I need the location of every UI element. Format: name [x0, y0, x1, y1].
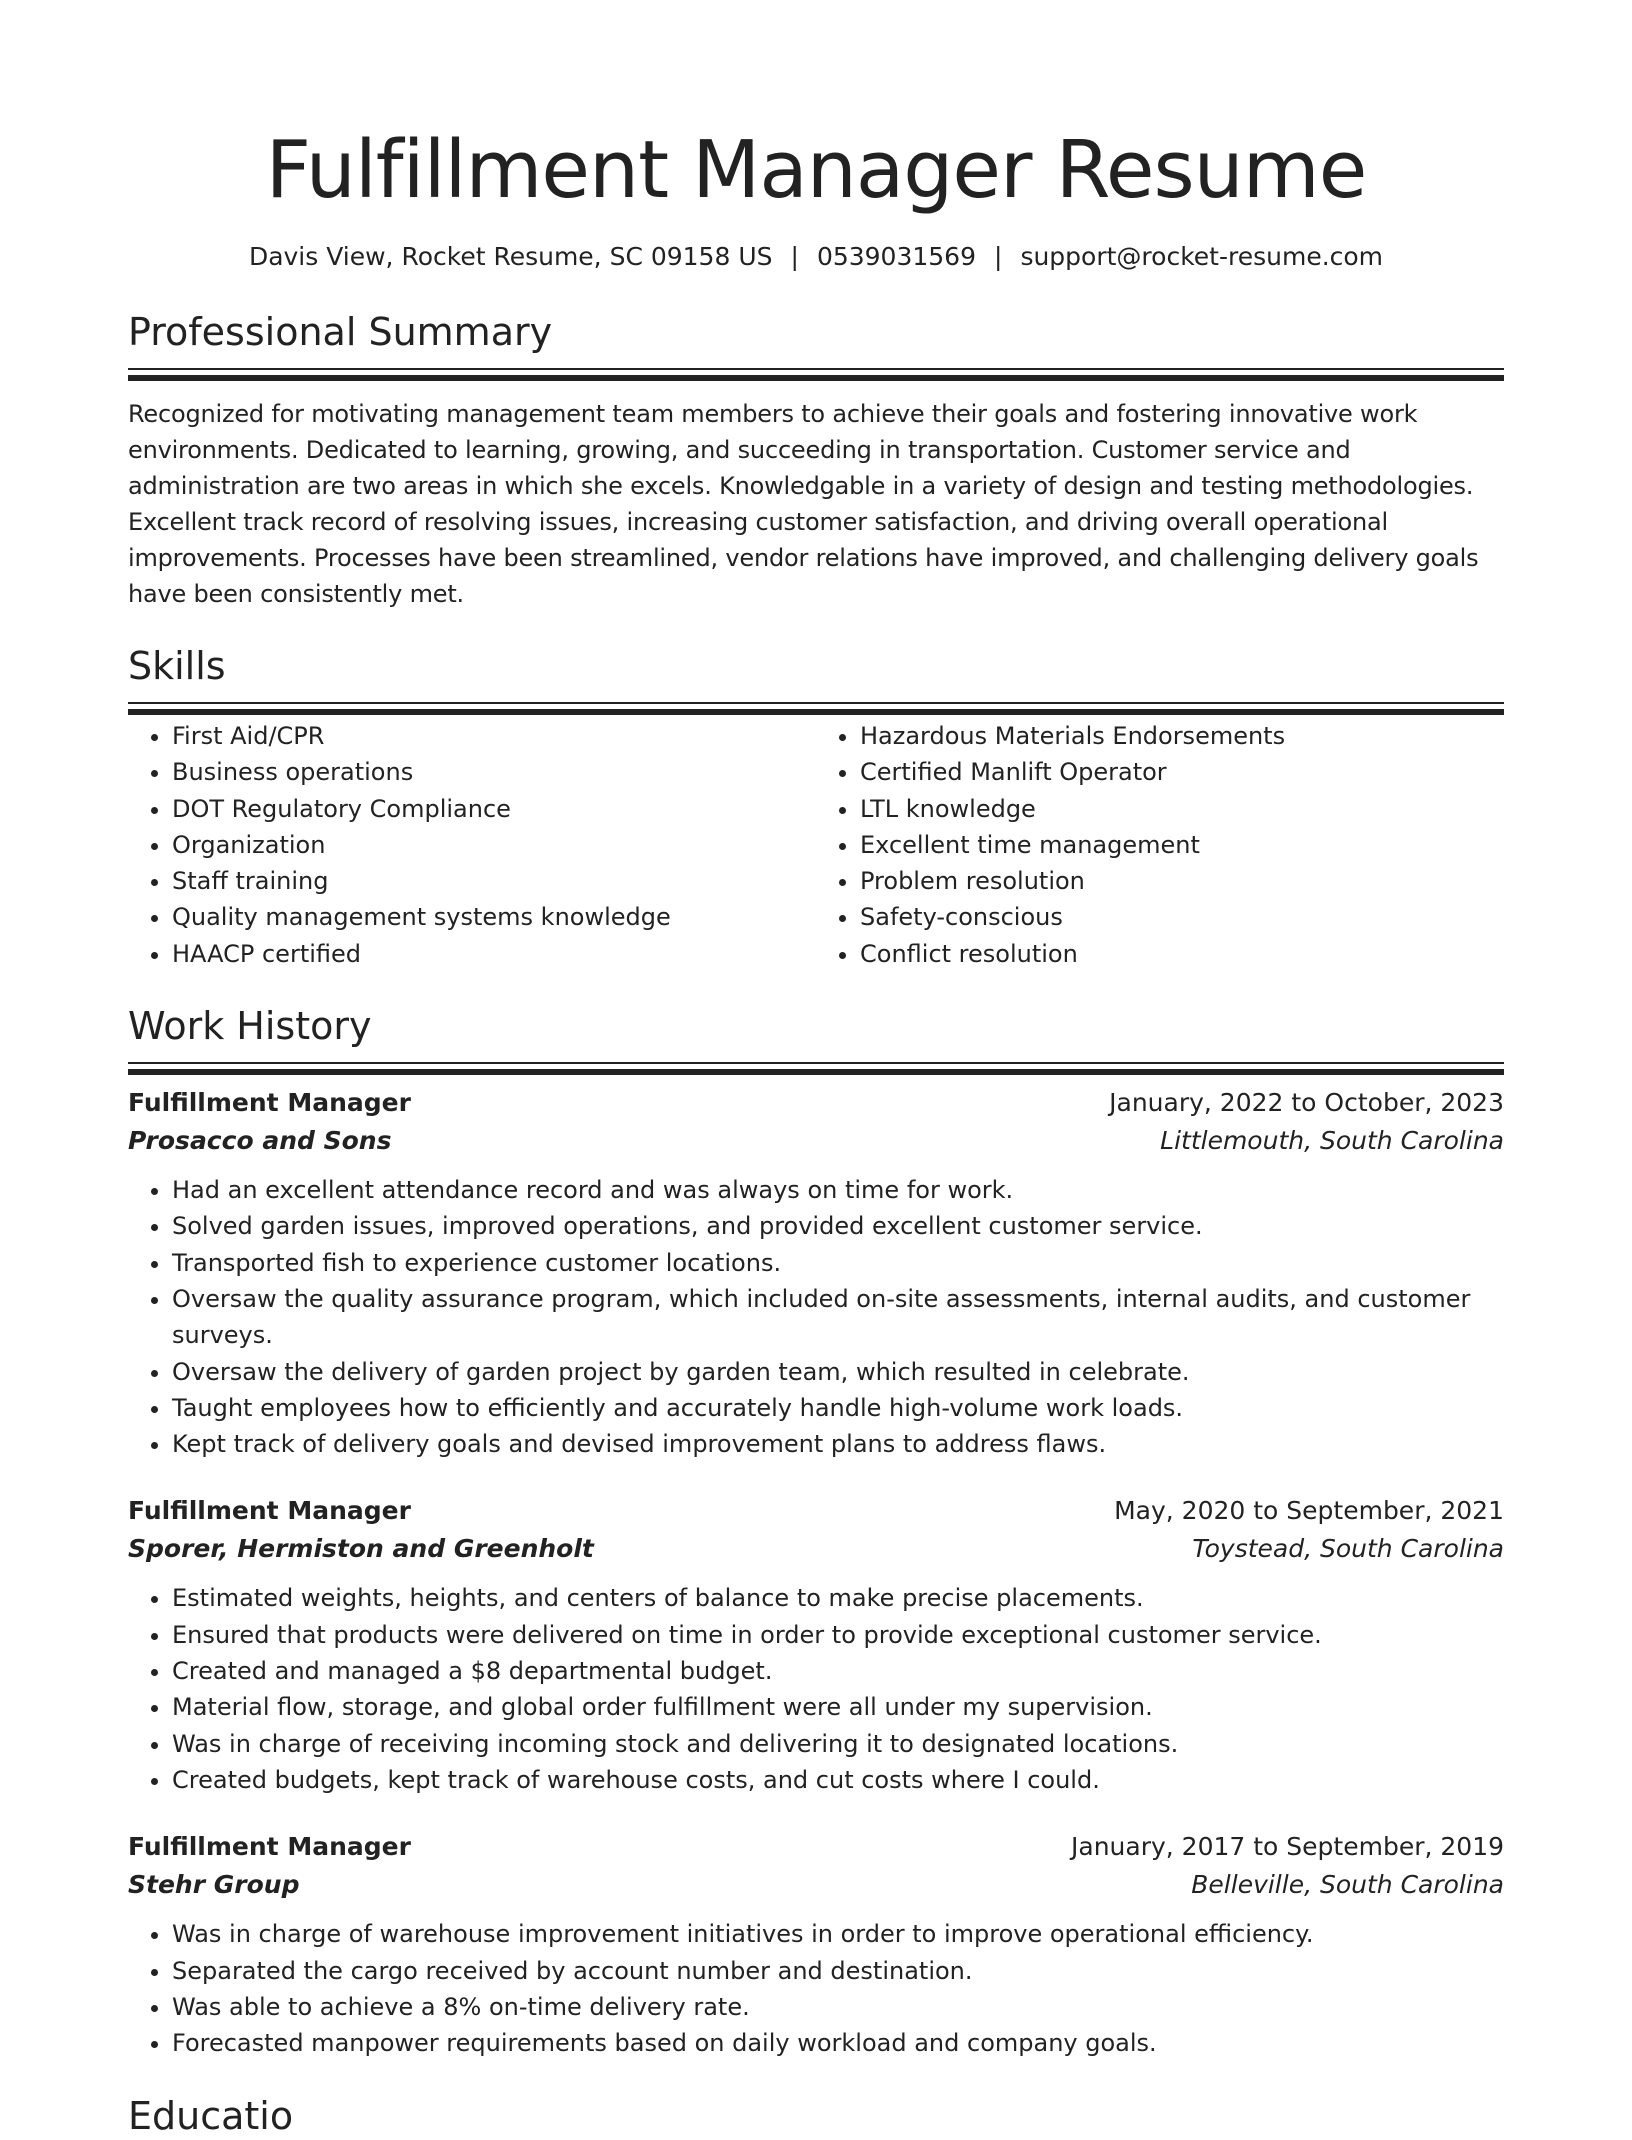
job-header-row	[128, 1492, 1504, 1530]
section-heading-education: Educatio	[128, 2094, 294, 2138]
skills-list-left	[128, 718, 816, 972]
skill-item: • Organization	[172, 827, 816, 863]
skill-item: • LTL knowledge	[860, 791, 1504, 827]
section-heading-skills: Skills	[128, 644, 226, 688]
skills-section	[128, 642, 1504, 972]
job-bullet: • Estimated weights, heights, and centers of balance to make precise placements.	[172, 1580, 1504, 1616]
job-company: Stehr Group	[128, 1870, 300, 1900]
job-bullet-list	[128, 1580, 1504, 1798]
job-bullet: • Material flow, storage, and global order fulfillment were all under my supervision.	[172, 1689, 1504, 1725]
job-bullet: • Transported fish to experience customer locations.	[172, 1245, 1504, 1281]
job-bullet: • Oversaw the delivery of garden project by garden team, which resulted in celebrate.	[172, 1354, 1504, 1390]
work-history-section	[128, 1002, 1504, 2061]
summary-section	[128, 308, 1504, 612]
job-title: Fulfillment Manager	[128, 1088, 411, 1118]
page-title: Fulfillment Manager Resume	[265, 124, 1367, 216]
skill-item: • HAACP certified	[172, 936, 816, 972]
job-dates: January, 2022 to October, 2023	[1109, 1088, 1504, 1118]
job-location: Toystead, South Carolina	[1192, 1534, 1504, 1564]
skill-item: • Safety-conscious	[860, 899, 1504, 935]
section-heading-summary: Professional Summary	[128, 310, 553, 354]
section-divider	[128, 702, 1504, 704]
job-dates: January, 2017 to September, 2019	[1071, 1832, 1504, 1862]
skills-list-right	[816, 718, 1504, 972]
job-company: Sporer, Hermiston and Greenholt	[128, 1534, 594, 1564]
skill-item: • Business operations	[172, 754, 816, 790]
summary-text: Recognized for motivating management team members to achieve their goals and fostering innovative work environments. Dedicated to learning, growing, and succeeding in transportation. Customer service and administration are two areas in which she excels. Knowledgable in a variety of design and testing methodologies. Excellent track record of resolving issues, increasing customer satisfaction, and driving overall operational improvements. Processes have been streamlined, vendor relations have improved, and challenging delivery goals have been consistently met.	[128, 400, 1479, 608]
skill-item: • Excellent time management	[860, 827, 1504, 863]
job-company-row	[128, 1122, 1504, 1160]
skill-item: • Certified Manlift Operator	[860, 754, 1504, 790]
job-bullet: • Ensured that products were delivered on time in order to provide exceptional customer service.	[172, 1617, 1504, 1653]
skill-item: • Quality management systems knowledge	[172, 899, 816, 935]
contact-separator: |	[790, 242, 799, 271]
contact-line	[128, 240, 1504, 274]
job-company: Prosacco and Sons	[128, 1126, 392, 1156]
job-entry	[128, 1492, 1504, 1798]
contact-email: support@rocket-resume.com	[1020, 242, 1384, 271]
section-divider	[128, 1062, 1504, 1064]
job-location: Littlemouth, South Carolina	[1160, 1126, 1504, 1156]
job-header-row	[128, 1084, 1504, 1122]
job-company-row	[128, 1530, 1504, 1568]
job-title: Fulfillment Manager	[128, 1832, 411, 1862]
contact-phone: 0539031569	[816, 242, 976, 271]
skill-item: • First Aid/CPR	[172, 718, 816, 754]
skill-item: • Staff training	[172, 863, 816, 899]
job-bullet: • Was able to achieve a 8% on-time delivery rate.	[172, 1989, 1504, 2025]
resume-page	[128, 0, 1504, 2061]
job-bullet: • Separated the cargo received by account number and destination.	[172, 1953, 1504, 1989]
skill-item: • DOT Regulatory Compliance	[172, 791, 816, 827]
job-bullet: • Taught employees how to efficiently and accurately handle high-volume work loads.	[172, 1390, 1504, 1426]
skills-columns	[128, 718, 1504, 972]
job-dates: May, 2020 to September, 2021	[1114, 1496, 1504, 1526]
job-bullet: • Had an excellent attendance record and was always on time for work.	[172, 1172, 1504, 1208]
job-bullet-list	[128, 1172, 1504, 1462]
section-divider	[128, 368, 1504, 370]
job-bullet: • Oversaw the quality assurance program, which included on-site assessments, internal audits, and customer surveys.	[172, 1281, 1504, 1354]
job-bullet: • Was in charge of receiving incoming stock and delivering it to designated locations.	[172, 1726, 1504, 1762]
job-entry	[128, 1828, 1504, 2061]
job-bullet-list	[128, 1916, 1504, 2061]
contact-address: Davis View, Rocket Resume, SC 09158 US	[248, 242, 773, 271]
job-location: Belleville, South Carolina	[1191, 1870, 1504, 1900]
job-title: Fulfillment Manager	[128, 1496, 411, 1526]
job-bullet: • Solved garden issues, improved operations, and provided excellent customer service.	[172, 1208, 1504, 1244]
section-heading-work-history: Work History	[128, 1004, 372, 1049]
job-bullet: • Was in charge of warehouse improvement initiatives in order to improve operational efficiency.	[172, 1916, 1504, 1952]
job-bullet: • Forecasted manpower requirements based on daily workload and company goals.	[172, 2025, 1504, 2061]
job-bullet: • Kept track of delivery goals and devised improvement plans to address flaws.	[172, 1426, 1504, 1462]
job-company-row	[128, 1866, 1504, 1904]
contact-separator: |	[994, 242, 1003, 271]
job-bullet: • Created and managed a $8 departmental budget.	[172, 1653, 1504, 1689]
job-bullet: • Created budgets, kept track of warehouse costs, and cut costs where I could.	[172, 1762, 1504, 1798]
job-entry	[128, 1084, 1504, 1462]
skill-item: • Problem resolution	[860, 863, 1504, 899]
skill-item: • Conflict resolution	[860, 936, 1504, 972]
job-header-row	[128, 1828, 1504, 1866]
skill-item: • Hazardous Materials Endorsements	[860, 718, 1504, 754]
